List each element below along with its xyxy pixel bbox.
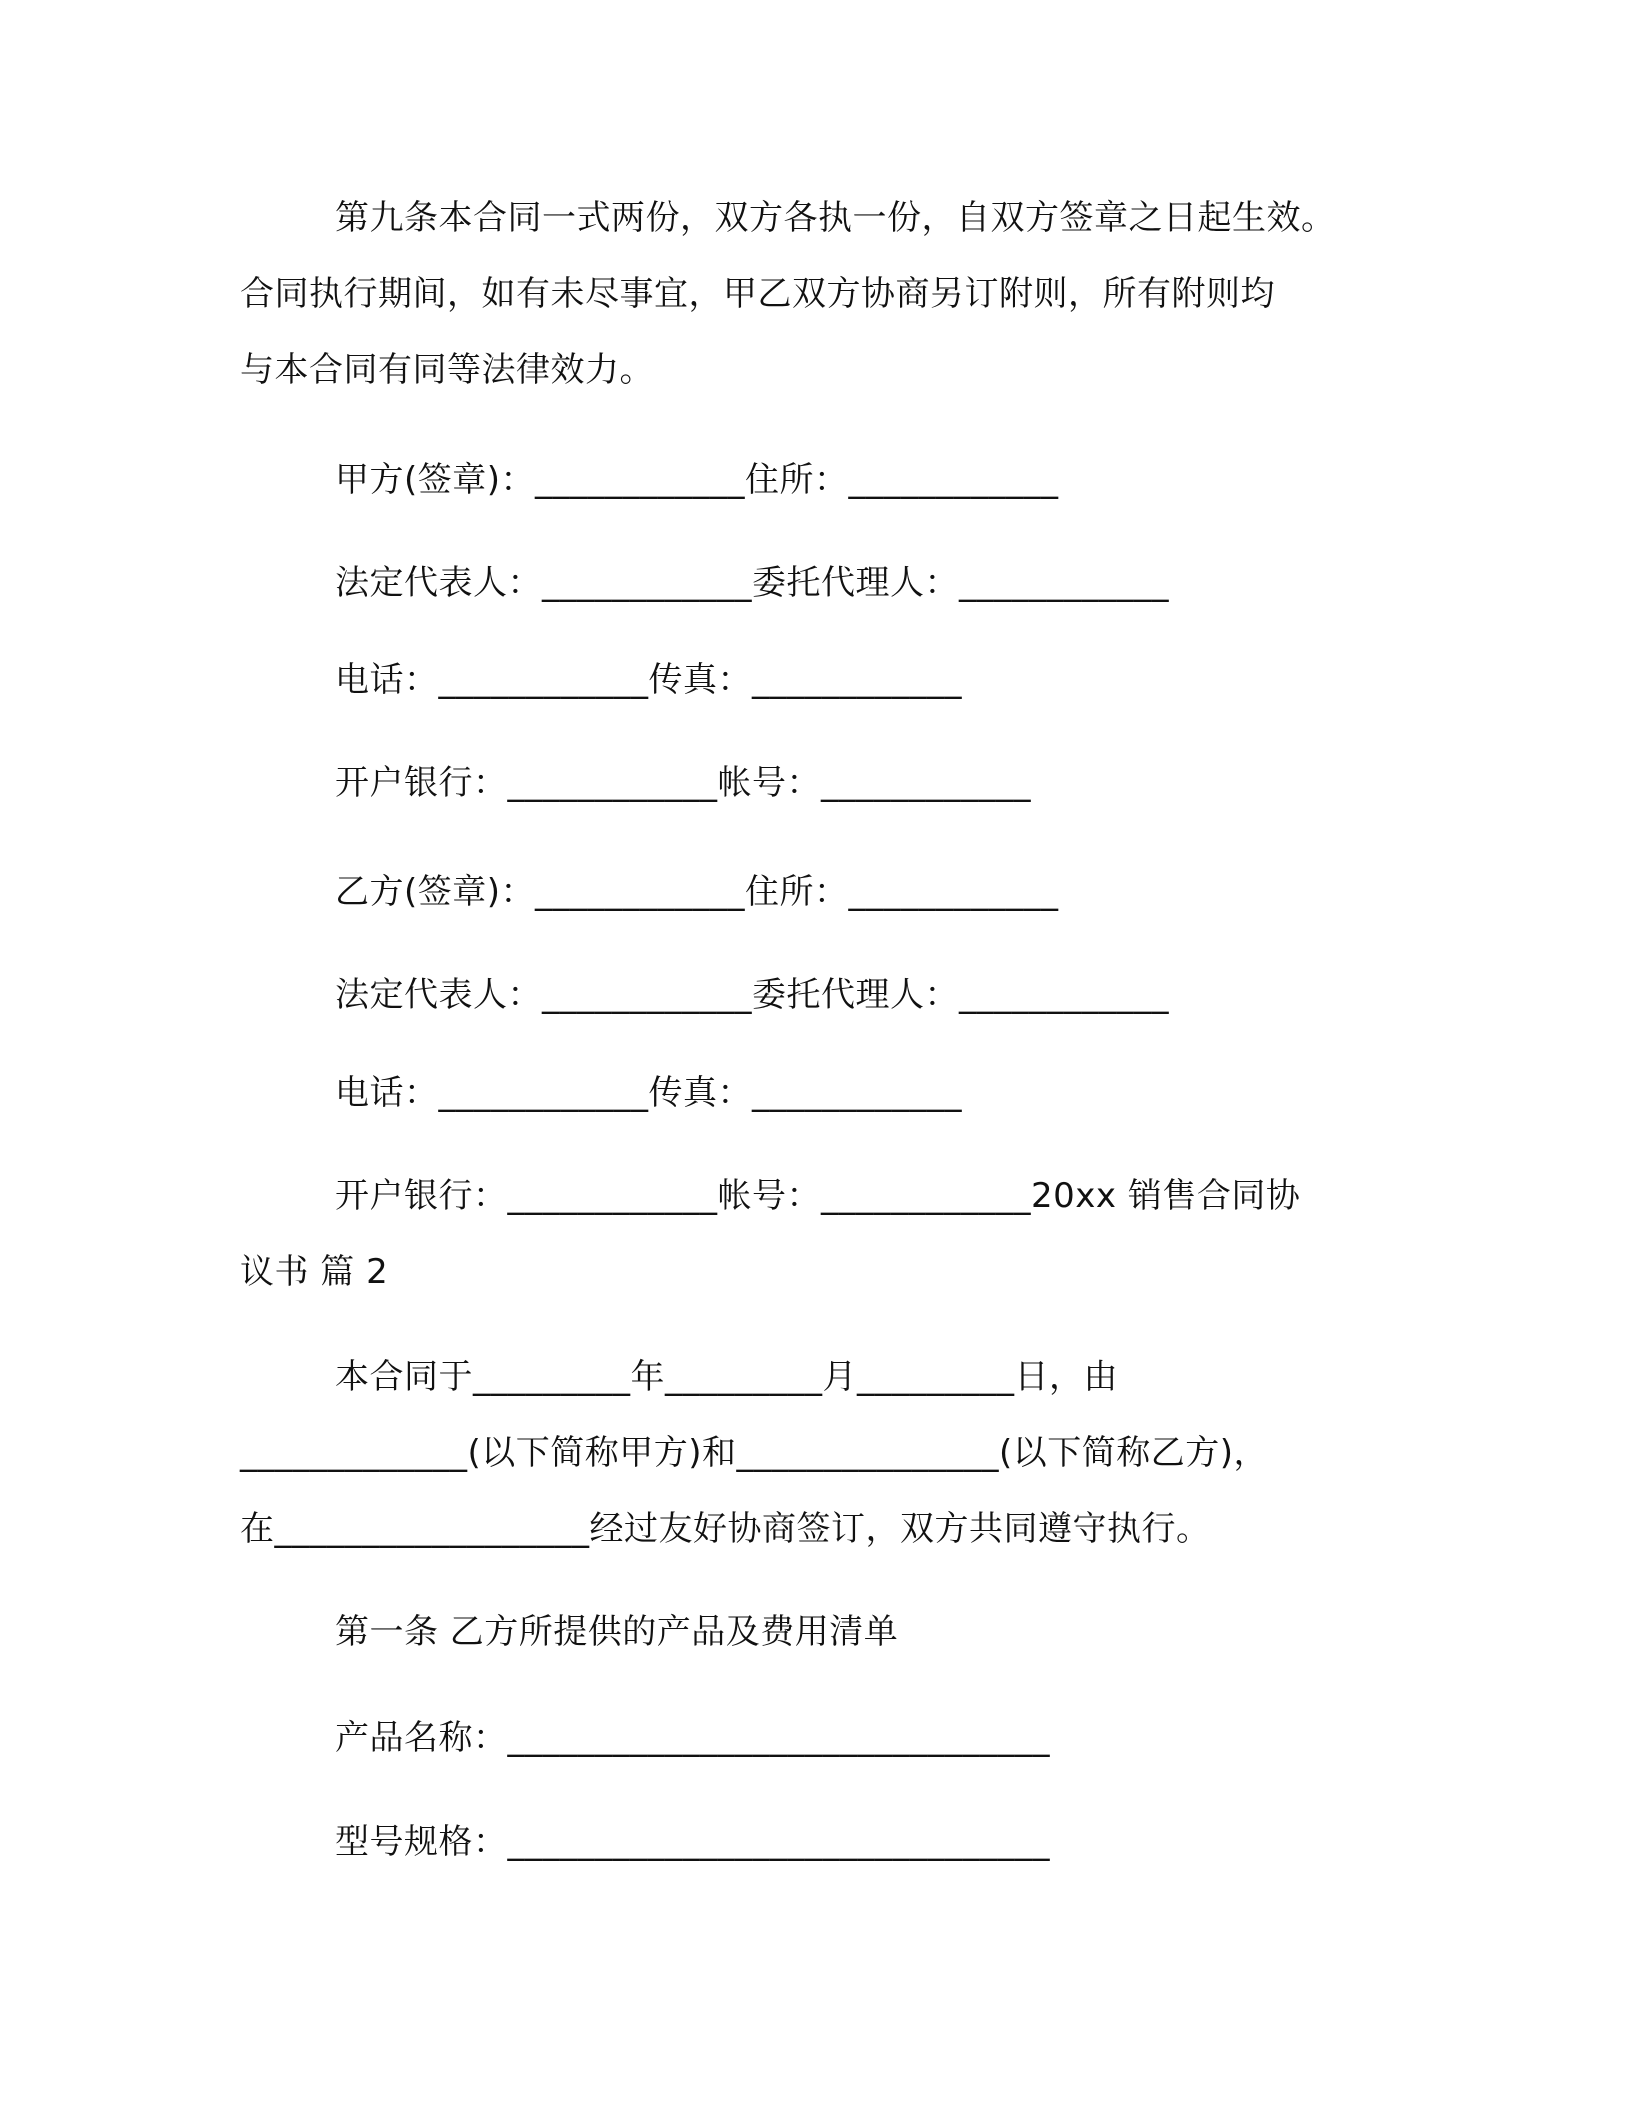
party-b-bank-line: 开户银行：____________帐号：____________20xx 销售合同协	[335, 1176, 1301, 1216]
party-a-signature-line: 甲方(签章)：____________住所：____________	[335, 460, 1059, 500]
contract-intro-line-1: 本合同于_________年_________月_________日，由	[335, 1357, 1118, 1397]
clause-9-line-1: 第九条本合同一式两份，双方各执一份，自双方签章之日起生效。	[335, 198, 1336, 238]
clause-9-line-2: 合同执行期间，如有未尽事宜，甲乙双方协商另订附则，所有附则均	[240, 274, 1275, 314]
clause-1-heading: 第一条 乙方所提供的产品及费用清单	[335, 1612, 899, 1652]
party-b-phone-line: 电话：____________传真：____________	[335, 1073, 962, 1113]
contract-intro-line-3: 在__________________经过友好协商签订，双方共同遵守执行。	[240, 1509, 1211, 1549]
party-b-representative-line: 法定代表人：____________委托代理人：____________	[335, 975, 1169, 1015]
party-a-representative-line: 法定代表人：____________委托代理人：____________	[335, 563, 1169, 603]
section-2-heading: 议书 篇 2	[240, 1252, 389, 1292]
party-a-phone-line: 电话：____________传真：____________	[335, 660, 962, 700]
party-a-bank-line: 开户银行：____________帐号：____________	[335, 763, 1031, 803]
contract-intro-line-2: _____________(以下简称甲方)和_______________(以下简称乙方)，	[240, 1433, 1269, 1473]
clause-9-line-3: 与本合同有同等法律效力。	[240, 350, 654, 390]
model-spec-line: 型号规格：_______________________________	[335, 1822, 1050, 1862]
product-name-line: 产品名称：_______________________________	[335, 1718, 1050, 1758]
party-b-signature-line: 乙方(签章)：____________住所：____________	[335, 872, 1059, 912]
